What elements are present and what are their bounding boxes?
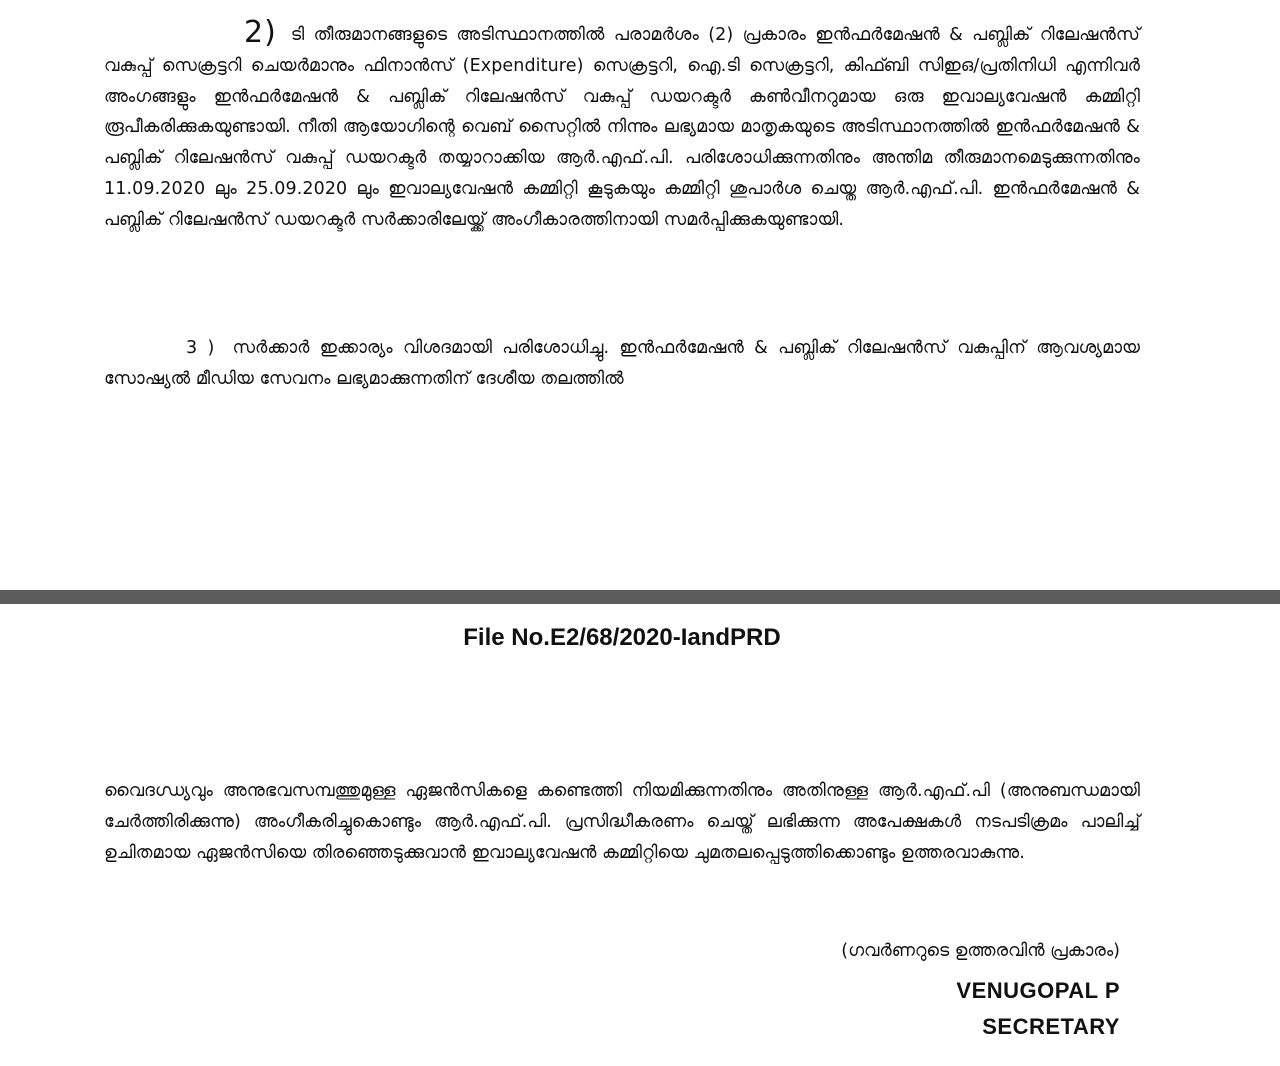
paragraph-continued: വൈദഗ്ധ്യവും അനുഭവസമ്പത്തുമുള്ള ഏജൻസികളെ കണ്ടെത്തി നിയമിക്കുന്നതിനും അതിനുള്ള ആർ.എഫ്.പി (അനുബന്ധമായി ചേർത്തിരിക്കുന്നു) അംഗീകരിച്ചുകൊണ്ടും ആർ.എഫ്.പി. പ്രസിദ്ധീകരണം ചെയ്ത് ലഭിക്കുന്ന അപേക്ഷകൾ നടപടിക്രമം പാലിച്ച് ഉചിതമായ ഏജൻസിയെ തിരഞ്ഞെടുക്കുവാൻ ഇവാല്യവേഷൻ കമ്മിറ്റിയെ ചുമതലപ്പെടുത്തിക്കൊണ്ടും ഉത്തരവാകുന്നു. bbox=[104, 781, 1140, 863]
paragraph-number: 3 ) bbox=[186, 338, 215, 358]
signatory-name: VENUGOPAL P bbox=[956, 978, 1120, 1003]
signatory-title: SECRETARY bbox=[982, 1014, 1120, 1039]
paragraph-3 bbox=[104, 333, 1140, 395]
document-page-lower bbox=[0, 604, 1280, 1066]
file-number-header: File No.E2/68/2020-IandPRD bbox=[463, 624, 781, 651]
paragraph-number: 2) bbox=[244, 15, 277, 50]
paragraph-text: സർക്കാർ ഇക്കാര്യം വിശദമായി പരിശോധിച്ചു. ഇൻഫർമേഷൻ & പബ്ലിക് റിലേഷൻസ് വകുപ്പിന് ആവശ്യമായ സോഷ്യൽ മീഡിയ സേവനം ലഭ്യമാക്കുന്നതിന് ദേശീയ തലത്തിൽ bbox=[104, 338, 1141, 389]
paragraph-2 bbox=[104, 15, 1140, 236]
paragraph-text: ടി തീരുമാനങ്ങളുടെ അടിസ്ഥാനത്തിൽ പരാമർശം (2) പ്രകാരം ഇൻഫർമേഷൻ & പബ്ലിക് റിലേഷൻസ് വകുപ്പ് സെക്രട്ടറി ചെയർമാനും ഫിനാൻസ് (Expenditure) സെക്രട്ടറി, ഐ.ടി സെക്രട്ടറി, കിഫ്ബി സിഇഒ/പ്രതിനിധി എന്നിവർ അംഗങ്ങളും ഇൻഫർമേഷൻ & പബ്ലിക് റിലേഷൻസ് വകുപ്പ് ഡയറക്ടർ കൺവീനറുമായ ഒരു ഇവാല്യവേഷൻ കമ്മിറ്റി രൂപീകരിക്കുകയുണ്ടായി. നീതി ആയോഗിന്റെ വെബ് സൈറ്റിൽ നിന്നും ലഭ്യമായ മാതൃകയുടെ അടിസ്ഥാനത്തിൽ ഇൻഫർമേഷൻ & പബ്ലിക് റിലേഷൻസ് വകുപ്പ് ഡയറക്ടർ തയ്യാറാക്കിയ ആർ.എഫ്.പി. പരിശോധിക്കുന്നതിനും അന്തിമ തീരുമാനമെടുക്കുന്നതിനും 11.09.2020 ലും 25.09.2020 ലും ഇവാല്യവേഷൻ കമ്മിറ്റി കൂടുകയും കമ്മിറ്റി ശുപാർശ ചെയ്ത ആർ.എഫ്.പി. ഇൻഫർമേഷൻ & പബ്ലിക് റിലേഷൻസ് ഡയറക്ടർ സർക്കാരിലേയ്ക്ക് അംഗീകാരത്തിനായി സമർപ്പിക്കുകയുണ്ടായി. bbox=[104, 25, 1140, 230]
governor-order-line: (ഗവർണറുടെ ഉത്തരവിൻ പ്രകാരം) bbox=[841, 941, 1120, 961]
page-break-divider bbox=[0, 590, 1280, 604]
